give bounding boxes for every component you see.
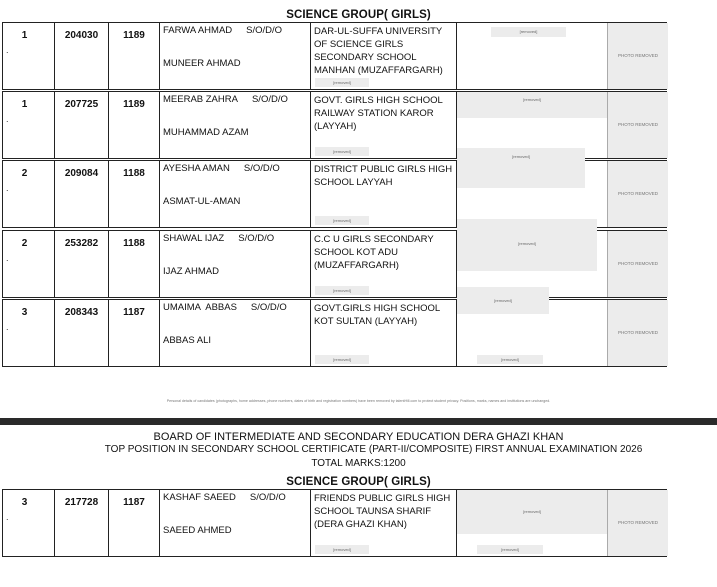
student-name: UMAIMA ABBAS [163,302,237,313]
row-dot: . [6,512,9,522]
total-marks: TOTAL MARKS:1200 [311,458,406,469]
student-name: MEERAB ZAHRA [163,94,238,105]
exam-title: TOP POSITION IN SECONDARY SCHOOL CERTIFICATE (PART-II/COMPOSITE) FIRST ANNUAL EXAMINATION 2026 [104,444,643,455]
removed-tag: [removed] [501,547,519,552]
board-title: BOARD OF INTERMEDIATE AND SECONDARY EDUCATION DERA GHAZI KHAN [153,431,564,443]
name-cell [160,92,311,158]
roll-cell [55,490,109,556]
relation-label: S/O/D/O [249,492,286,503]
roll-number: 208343 [64,307,99,318]
photo-placeholder [607,92,668,158]
position-cell [3,92,55,158]
removed-tag: [removed] [519,29,538,34]
group-title: SCIENCE GROUP( GIRLS) [286,476,431,488]
row-dot: . [6,45,9,55]
position-cell [3,490,55,556]
father-name: ASMAT-UL-AMAN [163,196,241,207]
school-name: DAR-UL-SUFFA UNIVERSITY OF SCIENCE GIRLS SECONDARY SCHOOL MANHAN (MUZAFFARGARH) [314,26,443,76]
removed-tag: [removed] [333,218,351,223]
marks: 1189 [123,99,145,110]
position: 2 [21,168,28,179]
marks-cell [109,231,160,297]
roll-cell [55,23,109,89]
name-cell [160,490,311,556]
roll-number: 204030 [64,30,99,41]
school-cell [311,92,457,158]
father-name: IJAZ AHMAD [163,266,219,277]
position: 2 [21,238,28,249]
position-cell [3,161,55,227]
school-cell [311,161,457,227]
removed-tag: [removed] [333,80,351,85]
marks-cell [109,92,160,158]
photo-label: PHOTO REMOVED [618,520,658,525]
row-dot: . [6,253,9,263]
row-dot: . [6,183,9,193]
school-name: FRIENDS PUBLIC GIRLS HIGH SCHOOL TAUNSA SHARIF (DERA GHAZI KHAN) [314,493,451,530]
school-name: GOVT. GIRLS HIGH SCHOOL RAILWAY STATION KAROR (LAYYAH) [314,95,443,132]
relation-label: S/O/D/O [238,233,275,244]
marks: 1188 [123,238,145,249]
removed-tag: [removed] [333,357,351,362]
photo-placeholder [607,490,668,556]
photo-label: PHOTO REMOVED [618,261,658,266]
marks-cell [109,490,160,556]
removed-tag: [removed] [333,288,351,293]
page-separator [0,418,717,425]
blank-cell [457,490,607,556]
row-dot: . [6,322,9,332]
marks-cell [109,23,160,89]
removed-tag: [removed] [501,357,519,362]
father-name: MUHAMMAD AZAM [163,127,249,138]
father-name: MUNEER AHMAD [163,58,241,69]
removed-tag: [removed] [333,547,351,552]
roll-cell [55,231,109,297]
group-title: SCIENCE GROUP( GIRLS) [286,9,431,21]
school-cell [311,23,457,89]
father-name: ABBAS ALI [163,335,212,346]
school-cell [311,300,457,366]
marks: 1188 [123,168,145,179]
photo-label: PHOTO REMOVED [618,191,658,196]
relation-label: S/O/D/O [251,94,288,105]
table-row [2,22,667,90]
position-cell [3,231,55,297]
table-row [2,154,667,228]
school-name: GOVT.GIRLS HIGH SCHOOL KOT SULTAN (LAYYAH) [314,303,440,327]
table-row [2,299,667,367]
roll-number: 253282 [64,238,99,249]
marks: 1189 [123,30,145,41]
student-name: FARWA AHMAD [163,25,233,36]
roll-number: 207725 [64,99,99,110]
blank-cell [457,300,607,366]
photo-label: PHOTO REMOVED [618,122,658,127]
blank-cell [457,23,607,89]
table-row [2,230,667,298]
removed-tag: [removed] [523,97,541,102]
photo-placeholder [607,161,668,227]
photo-label: PHOTO REMOVED [618,330,658,335]
roll-cell [55,161,109,227]
student-name: AYESHA AMAN [163,163,230,174]
school-name: C.C U GIRLS SECONDARY SCHOOL KOT ADU (MUZAFFARGARH) [314,234,434,271]
school-cell [311,490,457,556]
position: 3 [21,497,28,508]
school-name: DISTRICT PUBLIC GIRLS HIGH SCHOOL LAYYAH [314,164,453,188]
name-cell [160,23,311,89]
relation-label: S/O/D/O [246,25,283,36]
name-cell [160,300,311,366]
position: 3 [21,307,28,318]
removed-tag: [removed] [523,509,541,514]
marks: 1187 [123,307,145,318]
position: 1 [21,99,28,110]
photo-placeholder [607,300,668,366]
father-name: SAEED AHMED [163,525,232,536]
roll-cell [55,92,109,158]
name-cell [160,161,311,227]
row-dot: . [6,114,9,124]
marks-cell [109,300,160,366]
relation-label: S/O/D/O [243,163,280,174]
school-cell [311,231,457,297]
marks-cell [109,161,160,227]
blank-cell [457,154,607,227]
student-name: KASHAF SAEED [163,492,236,503]
roll-number: 217728 [64,497,99,508]
removed-tag: [removed] [518,241,536,246]
student-name: SHAWAL IJAZ [163,233,225,244]
removed-tag: [removed] [333,149,351,154]
photo-placeholder [607,23,668,89]
position-cell [3,300,55,366]
roll-number: 209084 [64,168,99,179]
marks: 1187 [123,497,145,508]
footnote: Personal details of candidates (photographs, home addresses, phone numbers, dates of birth and registration numbers) have been removed by talentHill.com to protect student privacy. Positions, marks, names and institutions are unchanged. [166,399,551,403]
name-cell [160,231,311,297]
photo-placeholder [607,231,668,297]
removed-tag: [removed] [512,154,530,159]
removed-tag: [removed] [494,298,512,303]
photo-label: PHOTO REMOVED [618,53,658,58]
position-cell [3,23,55,89]
table-row [2,489,667,557]
position: 1 [21,30,28,41]
roll-cell [55,300,109,366]
relation-label: S/O/D/O [250,302,287,313]
